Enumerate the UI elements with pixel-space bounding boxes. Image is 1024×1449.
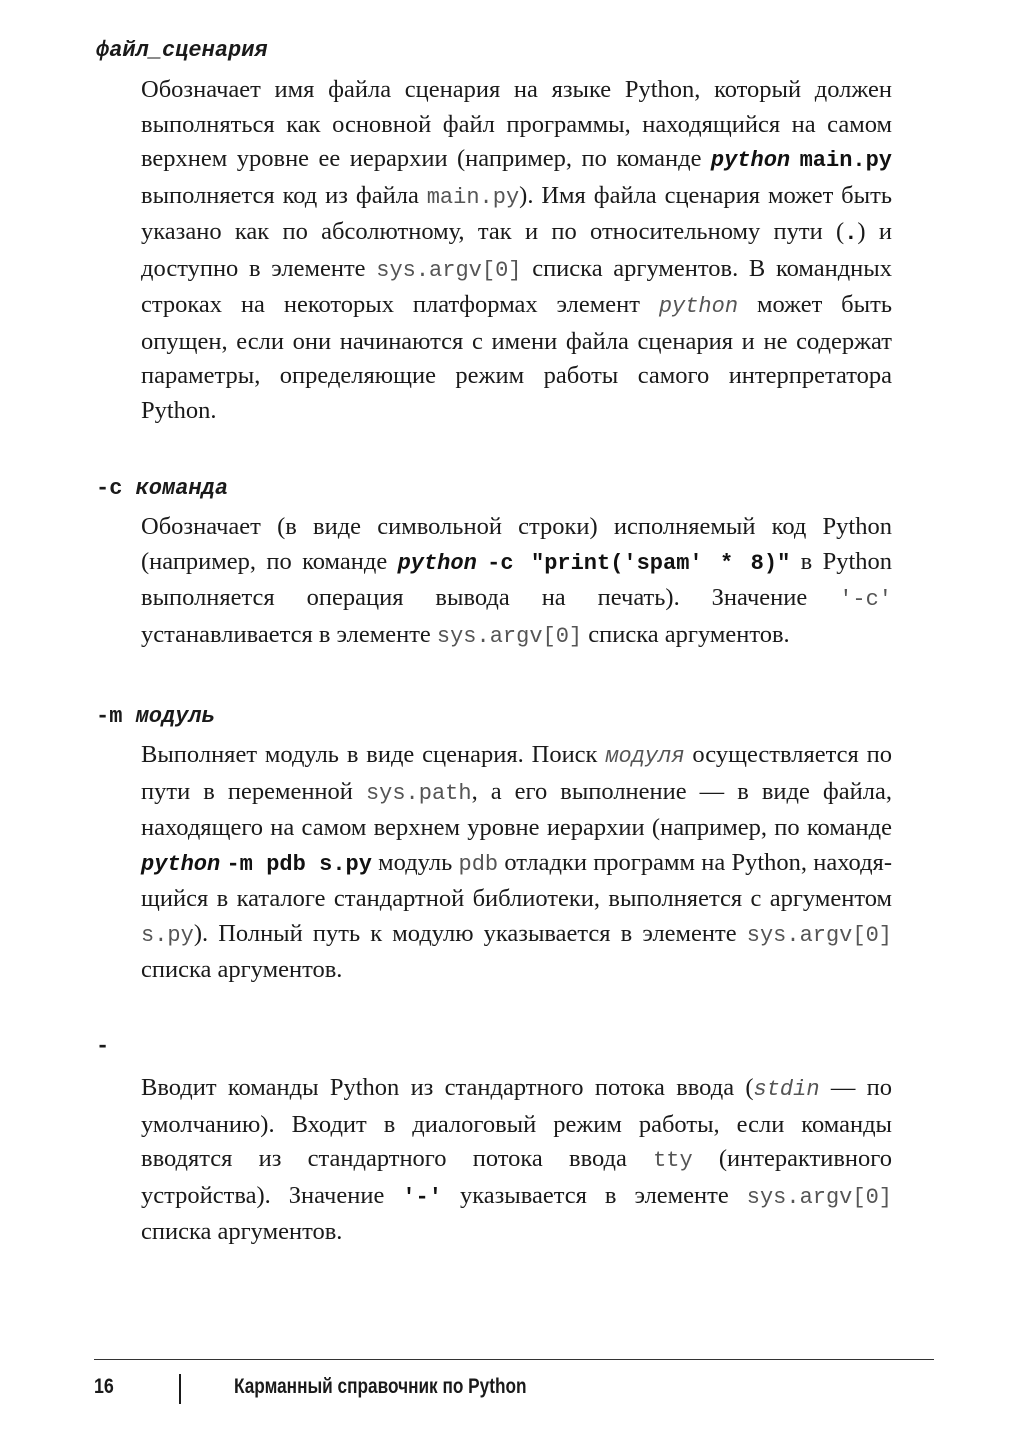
- term-argument: модуль: [135, 704, 215, 729]
- term-option: -m: [96, 704, 123, 729]
- term-argument: команда: [135, 476, 229, 501]
- term-m-module: [96, 702, 215, 732]
- term-argument: файл_сценария: [96, 38, 268, 63]
- term-option: -c: [96, 476, 123, 501]
- description-c-command: Обозначает (в виде символьной строки) исполняемый код Python (например, по команде python -c "print('spam' * 8)" в Python выполняется операция вывода на печать). Значение '-c' устанавливается в элементе sys.argv[0] списка аргументов.: [141, 513, 893, 649]
- term-option: -: [96, 1034, 110, 1059]
- running-title: Карманный справочник по Python: [234, 1375, 527, 1398]
- footer-separator: [179, 1374, 181, 1404]
- description-script-file: Обозначает имя файла сценария на языке Python, который должен выполняться как основной файл программы, находящийся на самом верхнем уровне ее иерархии (например, по команде python main.py выполняется код из файла main.py). Имя файла сценария может быть указано как по абсолютному, так и по относительному пути (.) и доступно в элементе sys.argv[0] списка аргументов. В командных строках на некоторых платформах элемент python может быть опущен, если они начинаются с имени файла сценария и не содержат параметры, определяющие режим работы самого интерпретатора Python.: [141, 76, 893, 424]
- description-m-module: Выполняет модуль в виде сценария. Поиск модуля осуществляется по пути в переменной sys.path, а его выполнение — в виде файла, находящего на самом верхнем уровне иерархии (например, по команде python -m pdb s.py модуль pdb отладки программ на Python, находящийся в каталоге стандартной библиотеки, выполняется с аргументом s.py). Полный путь к модулю указывается в элементе sys.argv[0] списка аргументов.: [141, 741, 892, 983]
- term-c-command: [96, 474, 228, 504]
- footer-divider: [94, 1359, 934, 1360]
- description-dash-stdin: Вводит команды Python из стандартного потока ввода (stdin — по умолчанию). Входит в диалоговый режим работы, если команды вводятся из стандартного потока ввода tty (интерактивного устройства). Значение '-' указывается в элементе sys.argv[0] списка аргументов.: [141, 1074, 892, 1245]
- term-script-file: [96, 36, 268, 66]
- page-number: 16: [94, 1375, 114, 1398]
- term-dash-stdin: [96, 1032, 109, 1062]
